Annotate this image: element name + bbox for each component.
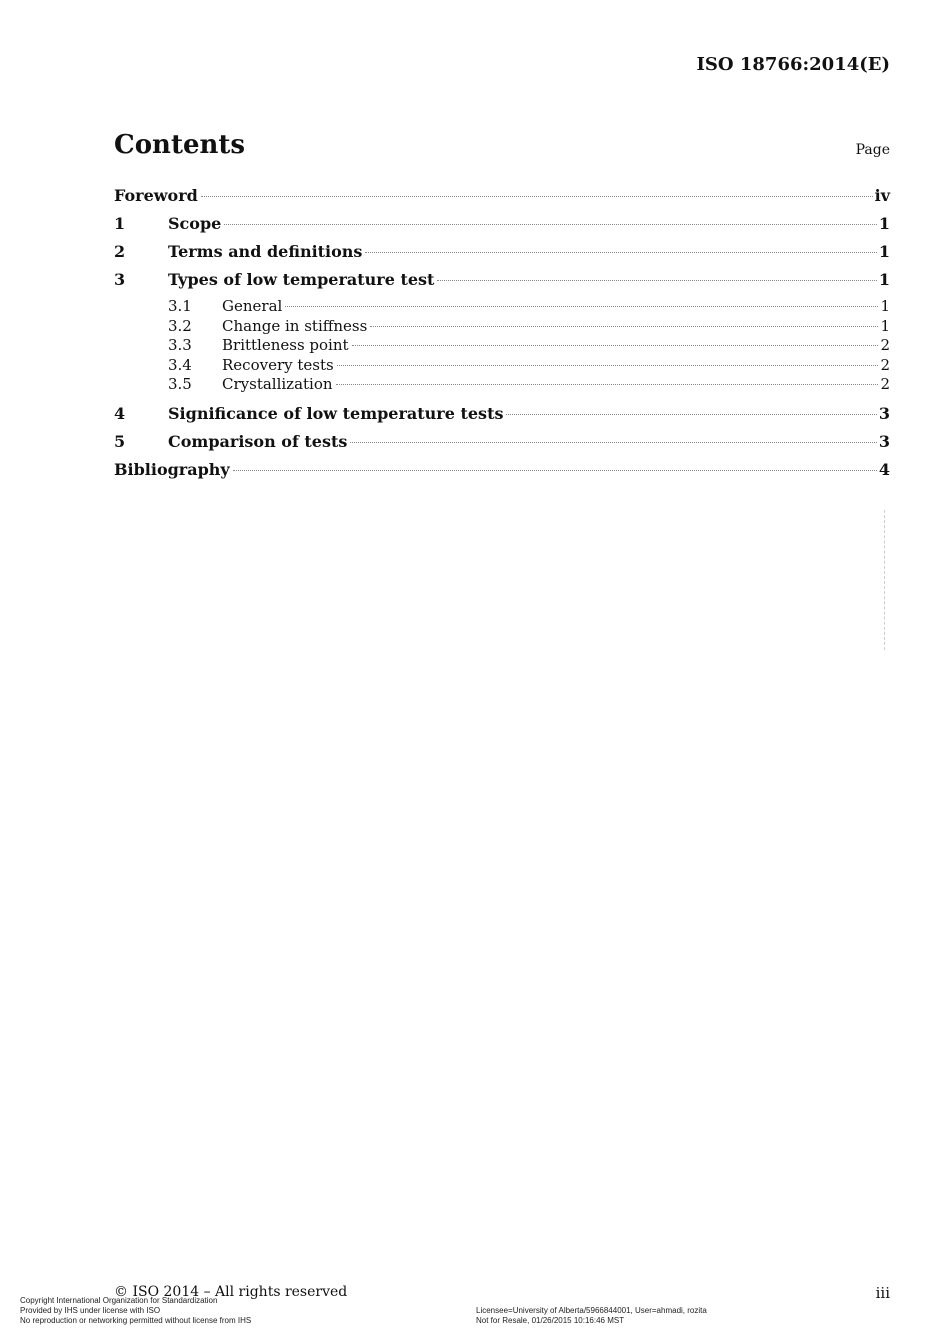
toc-entry-page: 1: [880, 316, 890, 335]
page-column-label: Page: [855, 142, 890, 158]
toc-entry-page: 1: [878, 242, 890, 261]
license-notice-left: [20, 1296, 251, 1326]
toc-entry-page: 1: [878, 214, 890, 233]
toc-entry-page: 2: [880, 336, 890, 354]
toc-dot-leader: [350, 442, 876, 443]
toc-entry[interactable]: [114, 375, 890, 395]
toc-entry-title[interactable]: Comparison of tests: [168, 431, 348, 451]
license-line: Licensee=University of Alberta/5966844001, User=ahmadi, rozita: [476, 1306, 707, 1315]
toc-entry-title[interactable]: Crystallization: [222, 375, 333, 393]
toc-entry-title[interactable]: Significance of low temperature tests: [168, 403, 504, 423]
license-line: Not for Resale, 01/26/2015 10:16:46 MST: [476, 1316, 625, 1325]
toc-entry-title[interactable]: Types of low temperature test: [168, 270, 435, 289]
toc-entry-page: 2: [880, 375, 890, 393]
toc-dot-leader: [201, 196, 873, 197]
toc-entry-number: 3.3: [168, 336, 192, 354]
toc-entry-page: iv: [874, 186, 890, 205]
license-line: Copyright International Organization for Standardization: [20, 1296, 218, 1305]
toc-entry-number: 3.4: [168, 355, 192, 374]
toc-entry[interactable]: [114, 317, 890, 337]
side-watermark-stamp: [884, 510, 889, 650]
toc-dot-leader: [506, 414, 876, 415]
table-of-contents: [114, 185, 890, 487]
toc-entry[interactable]: [114, 185, 890, 213]
toc-dot-leader: [336, 384, 879, 385]
toc-entry[interactable]: [114, 431, 890, 459]
toc-entry[interactable]: [114, 459, 890, 487]
license-line: No reproduction or networking permitted without license from IHS: [20, 1316, 252, 1325]
license-line: Provided by IHS under license with ISO: [20, 1306, 161, 1315]
toc-entry-title[interactable]: Recovery tests: [222, 355, 334, 374]
toc-entry-title[interactable]: Brittleness point: [222, 336, 349, 354]
toc-entry-page: 1: [878, 270, 890, 289]
toc-dot-leader: [285, 306, 878, 307]
toc-entry-page: 4: [878, 459, 890, 479]
toc-dot-leader: [233, 470, 877, 471]
toc-entry-number: 2: [114, 242, 126, 261]
toc-entry-number: 5: [114, 431, 126, 451]
toc-dot-leader: [365, 252, 876, 253]
toc-entry-title[interactable]: Foreword: [114, 186, 198, 205]
toc-entry-title[interactable]: General: [222, 297, 283, 315]
footer-page-number: iii: [875, 1284, 890, 1302]
toc-entry-page: 2: [880, 355, 890, 374]
toc-entry-page: 3: [878, 403, 890, 423]
toc-dot-leader: [224, 224, 877, 225]
toc-entry[interactable]: [114, 356, 890, 376]
toc-entry-title[interactable]: Bibliography: [114, 459, 230, 479]
toc-entry-number: 3.5: [168, 375, 192, 393]
toc-entry-page: 1: [880, 297, 890, 315]
toc-entry-number: 3.1: [168, 297, 192, 315]
toc-entry-title[interactable]: Change in stiffness: [222, 316, 368, 335]
contents-title: Contents: [114, 130, 246, 160]
toc-entry[interactable]: [114, 297, 890, 317]
standard-id: ISO 18766:2014(E): [696, 54, 890, 75]
toc-entry-number: 3: [114, 270, 126, 289]
toc-dot-leader: [352, 345, 879, 346]
toc-entry[interactable]: [114, 269, 890, 297]
toc-entry[interactable]: [114, 213, 890, 241]
toc-entry-title[interactable]: Terms and definitions: [168, 242, 363, 261]
toc-entry-number: 4: [114, 403, 126, 423]
toc-entry-title[interactable]: Scope: [168, 214, 222, 233]
toc-entry[interactable]: [114, 403, 890, 431]
toc-entry-number: 1: [114, 214, 126, 233]
license-notice-right: [476, 1306, 707, 1326]
toc-dot-leader: [337, 365, 879, 366]
toc-entry-number: 3.2: [168, 316, 192, 335]
footer-copyright: © ISO 2014 – All rights reserved: [114, 1284, 348, 1300]
toc-dot-leader: [437, 280, 876, 281]
toc-entry-page: 3: [878, 431, 890, 451]
toc-dot-leader: [370, 326, 878, 327]
toc-entry[interactable]: [114, 241, 890, 269]
toc-entry[interactable]: [114, 336, 890, 356]
